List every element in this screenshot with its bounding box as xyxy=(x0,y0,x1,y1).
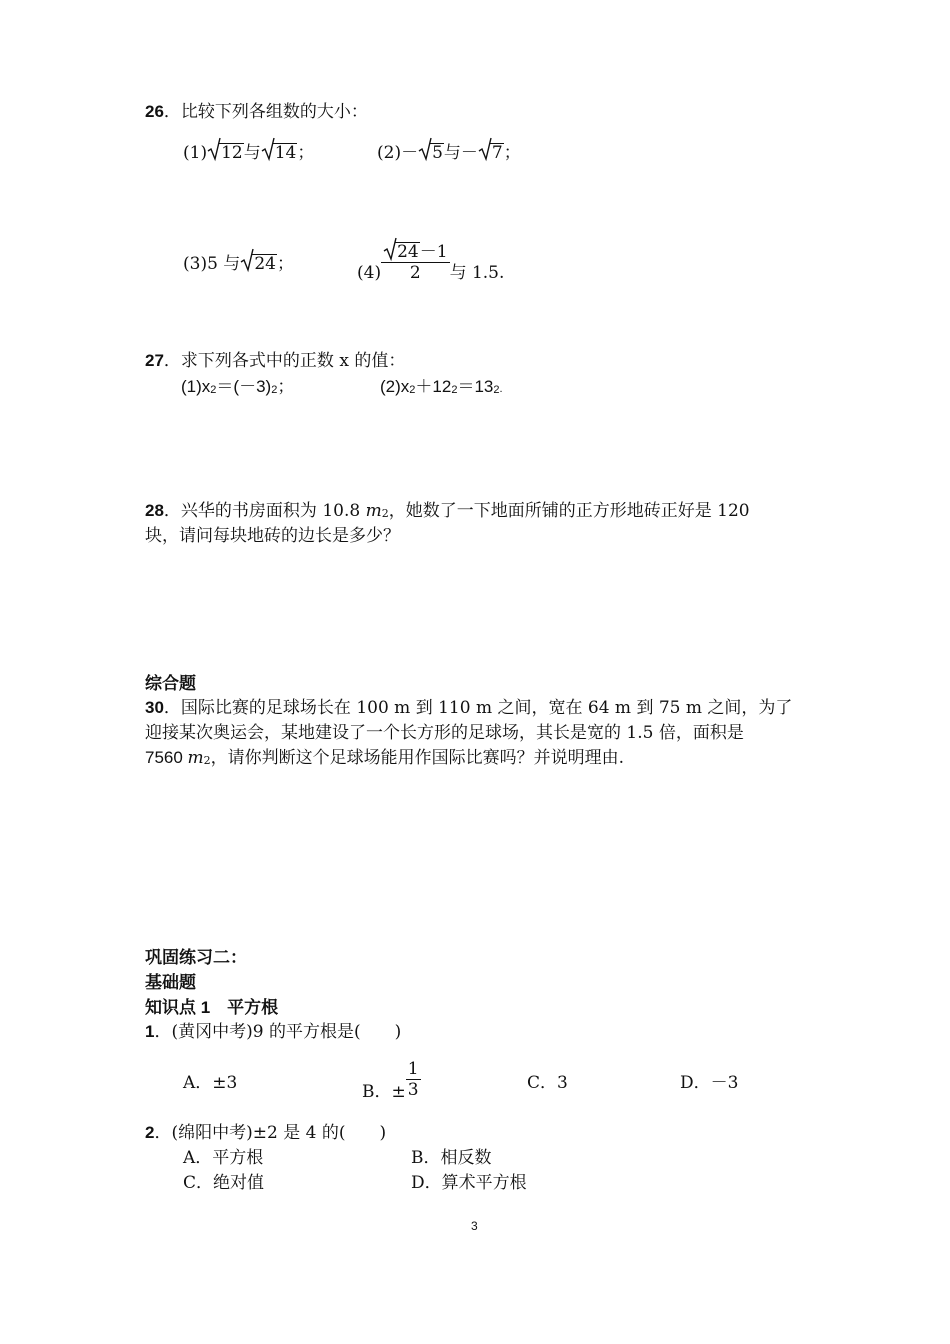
q26-part1-radicand-b: 14 xyxy=(274,143,297,163)
q26-part4-radicand: 24 xyxy=(397,242,419,262)
q26-part2-neg: － xyxy=(401,143,419,163)
q28-number: 28 xyxy=(145,501,164,520)
radical-sign-icon xyxy=(261,138,275,162)
q26-part1-mid: 与 xyxy=(243,143,261,163)
q26-part3-radicand: 24 xyxy=(254,254,276,274)
q27-part1-exp: 2 xyxy=(210,384,217,396)
sqrt-symbol xyxy=(207,142,244,164)
fraction-numerator: 1 xyxy=(407,1059,419,1079)
q1-option-c: C．3 xyxy=(527,1073,568,1093)
q2-number: 2 xyxy=(145,1123,155,1142)
q27-part2-exp2: 2 xyxy=(451,384,458,396)
sqrt-symbol xyxy=(478,142,504,164)
q26-part4-num-tail: －1 xyxy=(419,242,448,262)
fraction-numerator xyxy=(381,242,449,263)
q28-line2 xyxy=(145,525,400,547)
fraction-denominator: 3 xyxy=(407,1080,419,1100)
sqrt-symbol xyxy=(418,142,444,164)
q26-part3-label: (3)5 与 xyxy=(183,254,241,274)
q26-prompt: ．比较下列各组数的大小： xyxy=(163,102,368,122)
q28-unit: m xyxy=(365,501,382,521)
q27-part1-exp2: 2 xyxy=(271,384,278,396)
q27-part2-c: ＝13 xyxy=(457,377,494,396)
q27-part1-end: ； xyxy=(277,377,295,396)
q2-option-b: B．相反数 xyxy=(411,1148,492,1168)
q26-part2-radicand-b: 7 xyxy=(491,143,503,163)
q26-part1-radicand-a: 12 xyxy=(221,143,243,163)
q2-option-c: C．绝对值 xyxy=(183,1173,265,1193)
q27-heading xyxy=(145,350,405,372)
q27-part2-b: ＋12 xyxy=(415,377,452,396)
page-number: 3 xyxy=(471,1219,478,1233)
q26-part4-end: 与 1.5. xyxy=(449,263,505,283)
q26-part3-end: ； xyxy=(276,254,294,274)
q1-option-b xyxy=(362,1059,421,1100)
radical-sign-icon xyxy=(383,238,397,262)
q28-text-c: 块，请问每块地砖的边长是多少？ xyxy=(145,526,400,546)
q30-text-b: 迎接某次奥运会，某地建设了一个长方形的足球场，其长是宽的 1.5 倍，面积是 xyxy=(145,723,744,743)
heading-practice2: 巩固练习二： xyxy=(145,948,247,967)
q26-part2-mid: 与－ xyxy=(443,143,478,163)
q30-text-c: 7560 xyxy=(145,748,188,767)
radical-sign-icon xyxy=(207,138,221,162)
q30-line2 xyxy=(145,722,744,744)
q28-line1 xyxy=(145,500,750,524)
q26-part4 xyxy=(357,236,505,283)
q28-text-b: ，她数了一下地面所铺的正方形地砖正好是 120 xyxy=(388,501,750,521)
q26-part3 xyxy=(183,253,294,275)
q27-part1 xyxy=(181,376,294,400)
q26-number: 26 xyxy=(145,102,164,121)
q30-unit-exp: 2 xyxy=(203,754,211,767)
q27-part1-a: (1)x xyxy=(181,377,211,396)
q1-option-d: D．－3 xyxy=(680,1073,739,1093)
q27-part2 xyxy=(380,376,503,400)
heading-knowledge: 知识点 1 平方根 xyxy=(145,998,279,1017)
q27-part2-exp: 2 xyxy=(409,384,416,396)
section-comprehensive: 综合题 xyxy=(145,674,196,693)
q26-part2-end: ； xyxy=(503,143,521,163)
q27-part1-b: ＝(－3) xyxy=(216,377,272,396)
q30-text-a: ．国际比赛的足球场长在 100 m 到 110 m 之间，宽在 64 m 到 75 m 之间，为了 xyxy=(163,698,793,718)
q26-part2-label: (2) xyxy=(377,143,402,163)
q1-option-b-label: B．± xyxy=(362,1082,406,1102)
sqrt-symbol xyxy=(240,253,277,275)
q30-line1 xyxy=(145,697,792,719)
radical-sign-icon xyxy=(478,138,492,162)
q27-part2-a: (2)x xyxy=(380,377,410,396)
q2-heading xyxy=(145,1122,386,1144)
q2-option-d: D．算术平方根 xyxy=(411,1173,527,1193)
q26-part4-fraction xyxy=(381,242,449,283)
q30-line3 xyxy=(145,747,624,771)
q26-part1-label: (1) xyxy=(183,143,208,163)
q28-text-a: ．兴华的书房面积为 10.8 xyxy=(163,501,366,521)
q26-part1-end: ； xyxy=(297,143,315,163)
heading-basic: 基础题 xyxy=(145,973,196,992)
sqrt-symbol xyxy=(383,242,420,262)
fraction-denominator: 2 xyxy=(409,263,421,283)
q1-heading xyxy=(145,1021,401,1043)
q1-option-a: A．±3 xyxy=(183,1073,238,1093)
radical-sign-icon xyxy=(418,138,432,162)
q27-part2-exp3: 2 xyxy=(493,384,500,396)
q27-part2-end: . xyxy=(499,383,503,395)
q28-unit-exp: 2 xyxy=(381,507,389,520)
q2-prompt: ．(绵阳中考)±2 是 4 的( ) xyxy=(154,1123,387,1143)
q1-prompt: ．(黄冈中考)9 的平方根是( ) xyxy=(154,1022,402,1042)
q26-part2 xyxy=(377,142,521,164)
radical-sign-icon xyxy=(240,249,254,273)
q2-option-a: A．平方根 xyxy=(183,1148,264,1168)
q26-part4-label: (4) xyxy=(357,263,382,283)
q30-text-d: ，请你判断这个足球场能用作国际比赛吗？并说明理由. xyxy=(210,748,625,768)
q26-part1 xyxy=(183,142,314,164)
sqrt-symbol xyxy=(261,142,298,164)
q27-prompt: ．求下列各式中的正数 x 的值： xyxy=(163,351,406,371)
q27-number: 27 xyxy=(145,351,164,370)
q30-number: 30 xyxy=(145,698,164,717)
q26-part2-radicand-a: 5 xyxy=(432,143,443,163)
q26-heading xyxy=(145,101,368,123)
q30-unit: m xyxy=(187,748,204,768)
q1-number: 1 xyxy=(145,1022,155,1041)
q1-option-b-fraction xyxy=(406,1059,421,1100)
